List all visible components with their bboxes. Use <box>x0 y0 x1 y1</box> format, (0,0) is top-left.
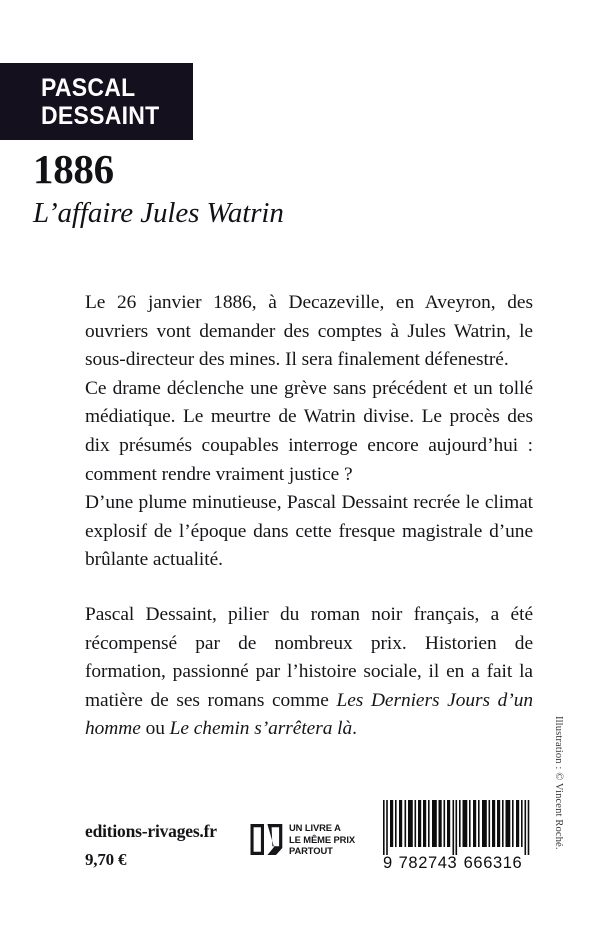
bio-text-3: . <box>352 718 357 740</box>
bio-text-2: ou <box>140 718 170 740</box>
back-cover-blurb <box>85 289 533 744</box>
blurb-paragraph-1: Le 26 janvier 1886, à Decazeville, en Aveyron, des ouvriers vont demander des comptes à Jules Watrin, le sous-directeur des mines. Il sera finalement défenestré. <box>85 292 533 371</box>
author-name-band <box>0 63 193 140</box>
price-logo-line-2: LE MÊME PRIX <box>289 833 355 845</box>
book-subtitle: L’affaire Jules Watrin <box>33 197 284 229</box>
barcode-bars <box>381 800 533 855</box>
single-price-law-logo <box>249 821 355 858</box>
barcode-digits <box>381 854 533 872</box>
bio-work-title-2: Le chemin s’arrêtera là <box>169 718 353 740</box>
title-block <box>33 147 553 230</box>
open-book-icon <box>249 821 284 858</box>
illustration-credit: Illustration : © Vincent Roché. <box>553 716 564 850</box>
blurb-paragraph-2: Ce drame déclenche une grève sans précédent et un tollé médiatique. Le meurtre de Watrin divise. Le procès des dix présumés coupables interroge encore aujourd’hui : comment rendre vraiment justice ? <box>85 377 533 485</box>
isbn-barcode <box>381 800 533 872</box>
price-logo-line-3: PARTOUT <box>289 845 333 857</box>
barcode-lead-digit: 9 <box>383 854 393 872</box>
blurb-paragraph-3: D’une plume minutieuse, Pascal Dessaint recrée le climat explosif de l’époque dans cette fresque magistrale d’une brûlante actualité. <box>85 492 533 571</box>
publisher-website[interactable]: editions-rivages.fr <box>85 821 217 841</box>
price-logo-text <box>289 822 355 856</box>
barcode-group-1: 782743 <box>398 854 458 872</box>
book-title: 1886 <box>33 146 114 192</box>
bio-work-title-1: Les Derniers Jours d’un homme <box>85 689 533 740</box>
author-first-name: PASCAL <box>41 73 136 102</box>
author-biography <box>85 601 533 744</box>
author-last-name: DESSAINT <box>41 101 160 130</box>
price-logo-line-1: UN LIVRE A <box>289 822 341 834</box>
price-label: 9,70 € <box>85 850 127 869</box>
imprint-info <box>85 821 275 870</box>
bio-text-1: Pascal Dessaint, pilier du roman noir français, a été récompensé par de nombreux prix. Historien de formation, passionné par l’histoire sociale, il en a fait la matière de ses romans comme <box>85 603 533 711</box>
barcode-group-2: 666316 <box>463 854 523 872</box>
